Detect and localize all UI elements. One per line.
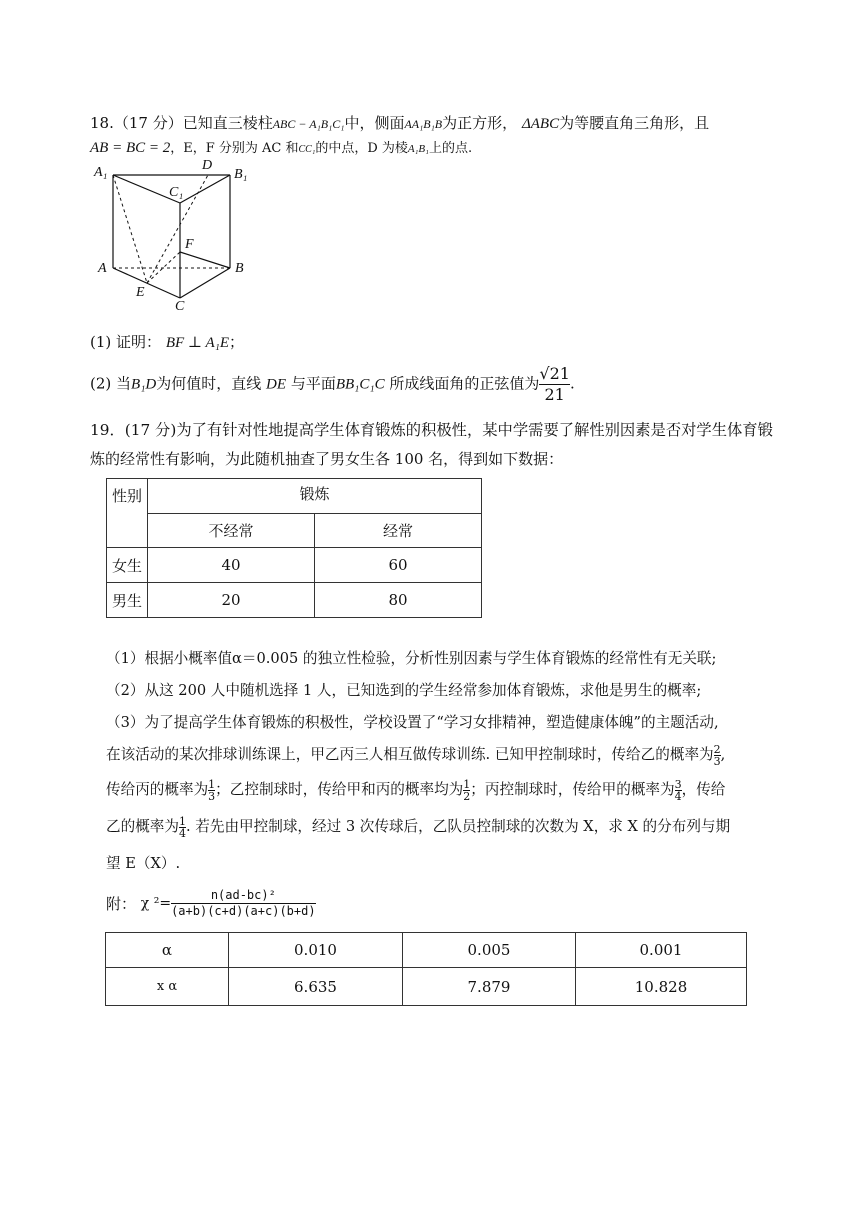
appendix-formula: 附： χ ²= $\frac{\text{n(ad-bc)²}}{(a+b)(c+d)(a+c)(b+d)}$ <box>106 888 316 918</box>
frac-2-3: $\frac{2}{3}$ <box>713 742 721 768</box>
q19-intro-line1: 19．(17 分)为了有针对性地提高学生体育锻炼的积极性，某中学需要了解性别因素是否对学生体育锻 <box>90 421 773 439</box>
label-A: A <box>98 261 107 276</box>
table-row <box>106 933 747 968</box>
frac-1-2: $\frac{1}{2}$ <box>463 777 471 803</box>
table-row <box>106 968 747 1006</box>
alpha-header: α <box>106 933 229 968</box>
q18-line1: 18.（17 分）已知直三棱柱ABC − A₁B₁C₁中，侧面AA₁B₁B为正方形， ΔABC为等腰直角三角形，且 <box>90 114 710 132</box>
frac-3-4: $\frac{3}{4}$ <box>674 777 682 803</box>
q19-sub2: （2）从这 200 人中随机选择 1 人，已知选到的学生经常参加体育锻炼，求他是男生的概率; <box>106 682 702 699</box>
cell-often: 80 <box>315 583 482 618</box>
q19-sub3-line4: 乙的概率为 $\frac{1}{4}$ . 若先由甲控制球，经过 3 次传球后，乙队员控制球的次数为 X，求 X 的分布列与期 <box>106 814 731 840</box>
cell-not-often: 40 <box>148 548 315 583</box>
label-A1: A₁ <box>94 165 108 180</box>
label-B: B <box>235 261 244 276</box>
q19-sub3-line2: 在该活动的某次排球训练课上，甲乙丙三人相互做传球训练. 已知甲控制球时，传给乙的概率为 $\frac{2}{3}$ , <box>106 742 726 768</box>
sqrt21-over-21: $\frac{√21}{21}$ <box>539 364 570 404</box>
header-often: 经常 <box>315 514 482 548</box>
alpha-value: 0.005 <box>403 933 576 968</box>
frac-1-3: $\frac{1}{3}$ <box>208 777 216 803</box>
critical-value: 6.635 <box>229 968 403 1006</box>
q18-part1: (1) 证明： BF ⊥ A₁E； <box>90 333 245 351</box>
q19-sub3-line1: （3）为了提高学生体育锻炼的积极性，学校设置了“学习女排精神，塑造健康体魄”的主题活动, <box>106 714 719 731</box>
exercise-table <box>106 478 482 618</box>
label-C: C <box>175 299 185 314</box>
q19-sub3-line3: 传给丙的概率为 $\frac{1}{3}$ ；乙控制球时，传给甲和丙的概率均为 $\frac{1}{2}$ ；丙控制球时，传给甲的概率为 $\frac{3}{4}$ ，传给 <box>106 777 726 803</box>
table-row <box>107 548 482 583</box>
label-D: D <box>202 158 213 173</box>
row-label: 女生 <box>107 548 148 583</box>
row-label: 男生 <box>107 583 148 618</box>
header-gender: 性别 <box>107 479 148 548</box>
q19-sub3-line5: 望 E（X）. <box>106 855 181 872</box>
critical-value: 10.828 <box>576 968 747 1006</box>
q19-intro-line2: 炼的经常性有影响，为此随机抽查了男女生各 100 名，得到如下数据： <box>90 450 564 468</box>
label-B1: B₁ <box>234 167 248 182</box>
header-not-often: 不经常 <box>148 514 315 548</box>
cell-often: 60 <box>315 548 482 583</box>
critical-value: 7.879 <box>403 968 576 1006</box>
q18-line2: AB = BC = 2，E，F 分别为 AC 和CC₁的中点，D 为棱A₁B₁上的点. <box>90 140 473 156</box>
chi-square-fraction: $\frac{\text{n(ad-bc)²}}{(a+b)(c+d)(a+c)(b+d)}$ <box>171 888 316 918</box>
label-E: E <box>136 285 145 300</box>
alpha-value: 0.001 <box>576 933 747 968</box>
x-alpha-header: x α <box>106 968 229 1006</box>
label-C1: C₁ <box>169 185 184 200</box>
alpha-value: 0.010 <box>229 933 403 968</box>
q19-sub1: （1）根据小概率值α＝0.005 的独立性检验，分析性别因素与学生体育锻炼的经常性有无关联; <box>106 650 717 667</box>
critical-value-table <box>105 932 747 1006</box>
header-exercise: 锻炼 <box>148 479 482 514</box>
frac-1-4: $\frac{1}{4}$ <box>178 814 186 840</box>
table-row <box>107 583 482 618</box>
label-F: F <box>185 237 194 252</box>
q18-part2: (2) 当B₁D为何值时，直线 DE 与平面BB₁C₁C 所成线面角的正弦值为 $\frac{√21}{21}$ . <box>90 364 575 404</box>
cell-not-often: 20 <box>148 583 315 618</box>
